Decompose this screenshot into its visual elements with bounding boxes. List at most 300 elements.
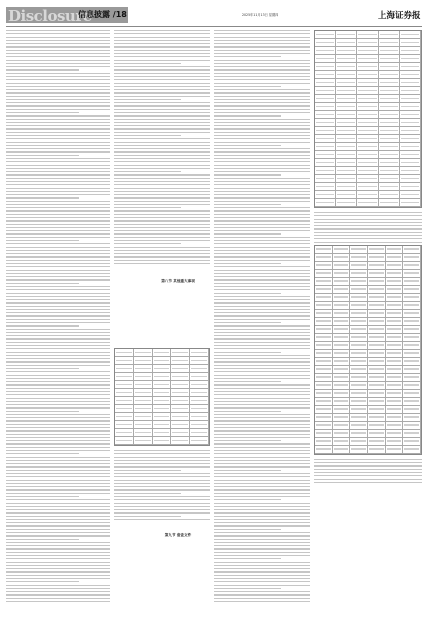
cell-text-line [387,376,402,377]
table-row [315,342,421,350]
table-cell [403,246,421,253]
text-line [214,355,310,356]
cell-text-line [334,344,349,345]
table-row [315,350,421,358]
text-line [214,247,310,248]
table-row [115,389,209,397]
cell-text-line [337,170,355,171]
text-line [314,472,422,473]
disclosure-table [314,30,422,208]
table-cell [368,302,386,309]
table-cell [315,430,333,437]
text-line [6,486,110,487]
table-cell [115,365,134,372]
cell-text-line [358,74,376,75]
table-cell [171,429,190,436]
table-cell [315,382,333,389]
text-line [214,204,281,205]
cell-text-line [334,440,349,441]
table-cell [134,381,153,388]
table-cell [333,310,351,317]
text-line [6,138,110,139]
cell-text-line [351,264,366,265]
text-line [214,279,310,280]
table-cell [315,254,333,261]
table-cell [379,103,400,110]
table-cell [336,71,357,78]
text-line [6,128,110,129]
cell-text-line [316,344,331,345]
table-cell [403,294,421,301]
text-line [6,309,110,310]
cell-text-line [358,202,376,203]
table-cell [379,95,400,102]
text-line [214,276,310,277]
cell-text-line [404,296,419,297]
text-line [6,371,110,372]
cell-text-line [401,130,419,131]
table-cell [315,63,336,70]
text-line [214,381,281,382]
text-line [6,375,110,376]
table-row [315,254,421,262]
cell-text-line [380,122,398,123]
text-line [114,109,210,110]
text-line [114,53,210,54]
table-cell [315,286,333,293]
text-line [214,489,310,490]
cell-text-line [191,432,207,433]
cell-text-line [358,138,376,139]
text-line [6,338,110,339]
cell-text-line [316,376,331,377]
text-line [214,519,310,520]
cell-text-line [401,178,419,179]
cell-text-line [404,288,419,289]
text-line [114,56,210,57]
text-line [214,33,310,34]
table-column-4 [314,30,422,485]
cell-text-line [387,368,402,369]
text-line [214,525,310,526]
cell-text-line [337,154,355,155]
table-cell [190,357,209,364]
cell-text-line [172,392,188,393]
cell-text-line [380,202,398,203]
cell-text-line [172,416,188,417]
table-cell [333,406,351,413]
text-line [6,112,79,113]
table-cell [115,381,134,388]
table-row [315,390,421,398]
text-line [214,214,310,215]
cell-text-line [334,432,349,433]
text-line [214,424,310,425]
text-line [6,345,110,346]
cell-text-line [351,312,366,313]
text-line [6,293,110,294]
text-line [6,283,79,284]
text-line [214,30,310,31]
text-line [114,506,210,507]
text-line [6,512,110,513]
cell-text-line [369,336,384,337]
table-cell [134,421,153,428]
text-line [6,178,110,179]
text-line [6,86,110,87]
table-cell [315,366,333,373]
text-line [214,384,310,385]
table-cell [368,366,386,373]
cell-text-line [387,264,402,265]
text-line [6,519,110,520]
cell-text-line [404,368,419,369]
text-line [214,161,310,162]
text-line [114,86,210,87]
cell-text-line [404,384,419,385]
text-line [6,142,110,143]
text-line [6,181,110,182]
cell-text-line [316,400,331,401]
text-line [114,132,210,133]
table-cell [315,374,333,381]
text-line [6,565,110,566]
cell-text-line [316,202,334,203]
table-cell [350,302,368,309]
text-line [6,33,110,34]
text-line [214,516,310,517]
table-cell [315,414,333,421]
table-cell [400,31,421,38]
cell-text-line [380,82,398,83]
text-line [6,37,110,38]
text-line [6,443,110,444]
table-cell [315,302,333,309]
cell-text-line [351,400,366,401]
text-line [114,201,210,202]
table-row [315,191,421,199]
text-line [114,115,210,116]
text-line [214,168,310,169]
text-line [314,225,422,226]
cell-text-line [387,432,402,433]
table-cell [134,397,153,404]
cell-text-line [369,352,384,353]
newspaper-masthead: 上海证券报 [378,11,421,21]
text-line [6,401,110,402]
text-line [6,204,110,205]
text-line [214,96,310,97]
cell-text-line [387,392,402,393]
cell-text-line [404,376,419,377]
table-cell [190,365,209,372]
cell-text-line [369,328,384,329]
table-cell [333,334,351,341]
text-line [6,240,79,241]
text-line [214,73,310,74]
cell-text-line [387,280,402,281]
text-line [6,342,110,343]
table-row [315,199,421,207]
table-cell [333,366,351,373]
table-cell [368,406,386,413]
text-line [114,503,210,504]
cell-text-line [369,256,384,257]
text-line [6,207,110,208]
text-line [214,76,310,77]
text-line [214,443,310,444]
cell-text-line [334,256,349,257]
table-cell [350,382,368,389]
cell-text-line [191,360,207,361]
table-cell [134,373,153,380]
text-line [214,453,310,454]
cell-text-line [337,66,355,67]
table-cell [315,294,333,301]
table-cell [400,79,421,86]
cell-text-line [337,42,355,43]
cell-text-line [337,186,355,187]
table-cell [336,151,357,158]
cell-text-line [404,248,419,249]
text-line [114,250,210,251]
table-cell [403,382,421,389]
text-line [214,329,310,330]
cell-text-line [387,256,402,257]
table-cell [336,95,357,102]
text-line [114,158,210,159]
table-cell [403,326,421,333]
table-row [115,373,209,381]
text-line [6,535,110,536]
text-line [6,289,110,290]
table-cell [336,159,357,166]
table-cell [357,103,378,110]
table-cell [171,365,190,372]
cell-text-line [334,280,349,281]
text-line [214,188,310,189]
cell-text-line [154,360,170,361]
text-line [214,420,310,421]
table-cell [368,438,386,445]
text-line [114,473,210,474]
cell-text-line [337,130,355,131]
text-line [214,371,310,372]
table-cell [350,422,368,429]
text-line [214,509,310,510]
table-cell [368,398,386,405]
table-cell [379,71,400,78]
table-row [115,437,209,445]
table-cell [386,358,404,365]
text-line [214,388,310,389]
text-line [6,122,110,123]
cell-text-line [316,58,334,59]
cell-text-line [380,34,398,35]
text-line [6,437,110,438]
text-line [6,562,110,563]
table-row [315,302,421,310]
text-line [214,411,281,412]
table-cell [357,159,378,166]
cell-text-line [401,114,419,115]
table-cell [386,302,404,309]
cell-text-line [404,432,419,433]
cell-text-line [316,280,331,281]
table-cell [379,63,400,70]
cell-text-line [337,162,355,163]
cell-text-line [172,368,188,369]
cell-text-line [380,90,398,91]
table-cell [333,390,351,397]
table-cell [357,167,378,174]
table-cell [368,342,386,349]
cell-text-line [135,432,151,433]
text-line [214,414,310,415]
cell-text-line [380,66,398,67]
cell-text-line [316,248,331,249]
cell-text-line [404,344,419,345]
text-line [6,89,110,90]
table-cell [403,286,421,293]
cell-text-line [135,416,151,417]
cell-text-line [380,74,398,75]
text-line [6,217,110,218]
text-line [214,40,310,41]
cell-text-line [316,368,331,369]
table-cell [134,365,153,372]
table-cell [357,39,378,46]
table-cell [315,334,333,341]
text-line [214,250,310,251]
table-cell [379,87,400,94]
cell-text-line [351,432,366,433]
table-cell [403,414,421,421]
table-cell [403,302,421,309]
table-cell [379,199,400,206]
text-line [214,496,310,497]
cell-text-line [380,58,398,59]
table-cell [336,127,357,134]
cell-text-line [316,312,331,313]
text-line [6,132,110,133]
cell-text-line [387,328,402,329]
text-line [6,476,110,477]
text-line [114,50,210,51]
heading-wrap-1 [148,278,208,284]
text-line [114,463,210,464]
table-cell [350,278,368,285]
text-line [6,237,110,238]
cell-text-line [404,360,419,361]
table-row [315,55,421,63]
text-line [6,450,110,451]
text-line [6,201,110,202]
cell-text-line [369,416,384,417]
table-row [315,151,421,159]
cell-text-line [191,392,207,393]
table-cell [336,175,357,182]
text-line [214,361,310,362]
table-cell [153,357,172,364]
text-line [6,145,110,146]
text-line [114,165,210,166]
cell-text-line [334,288,349,289]
table-row [315,438,421,446]
table-cell [386,246,404,253]
cell-text-line [380,98,398,99]
cell-text-line [369,312,384,313]
text-line [214,493,310,494]
cell-text-line [401,122,419,123]
text-line [214,375,310,376]
cell-text-line [380,154,398,155]
text-line [6,552,110,553]
cell-text-line [351,440,366,441]
table-row [315,406,421,414]
text-line [214,309,310,310]
table-row [315,246,421,254]
table-cell [403,334,421,341]
text-line [6,99,110,100]
table-cell [357,143,378,150]
table-row [115,405,209,413]
table-cell [403,270,421,277]
cell-text-line [116,376,132,377]
cell-text-line [334,424,349,425]
text-line [214,53,310,54]
text-line [214,201,310,202]
text-line [6,165,110,166]
text-line [214,230,310,231]
text-line [214,591,310,592]
text-line [314,215,422,216]
table-cell [357,31,378,38]
cell-text-line [337,122,355,123]
text-line [6,365,110,366]
text-line [6,191,110,192]
table-cell [357,95,378,102]
table-cell [134,349,153,356]
cell-text-line [135,360,151,361]
text-line [6,522,110,523]
text-line [6,256,110,257]
table-cell [333,414,351,421]
table-row [115,365,209,373]
cell-text-line [334,376,349,377]
table-cell [403,278,421,285]
text-line [6,46,110,47]
text-line [114,168,210,169]
text-line [314,465,422,466]
text-line [214,466,310,467]
cell-text-line [135,424,151,425]
table-cell [350,286,368,293]
cell-text-line [401,154,419,155]
cell-text-line [337,98,355,99]
text-line [314,242,422,243]
table-cell [357,71,378,78]
text-line [114,128,210,129]
text-line [6,575,110,576]
text-line [214,401,310,402]
table-cell [386,414,404,421]
text-line [214,539,310,540]
text-line [214,427,310,428]
cell-text-line [404,280,419,281]
text-line [214,315,310,316]
text-line [114,489,210,490]
